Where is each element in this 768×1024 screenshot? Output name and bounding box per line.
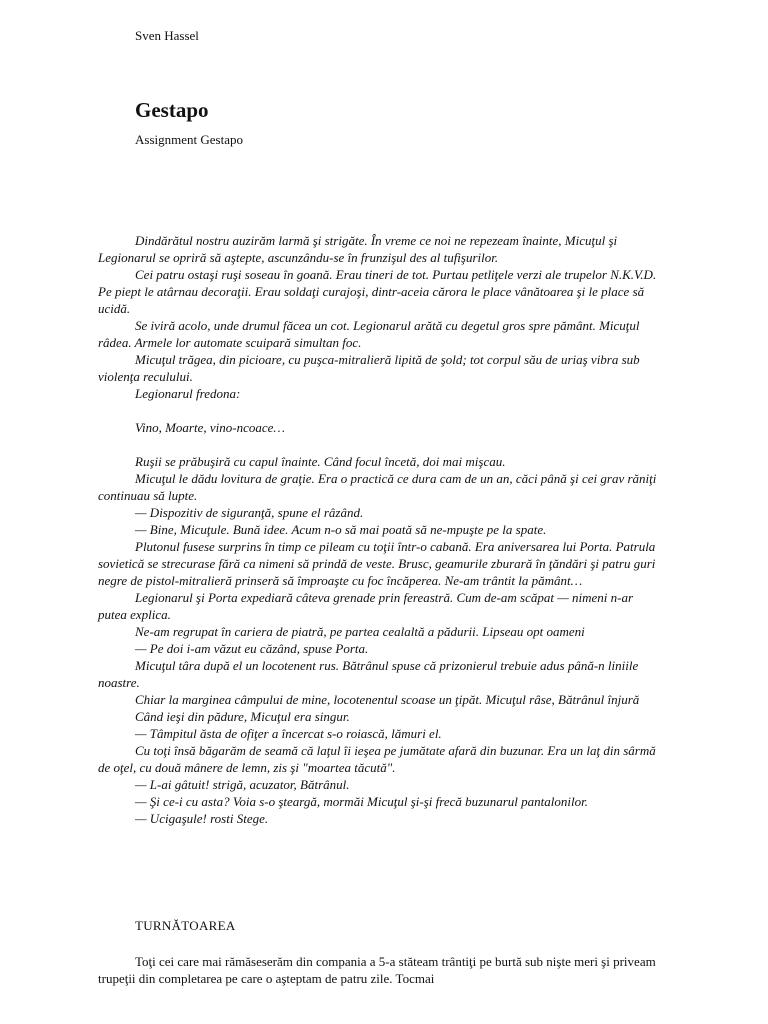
- dialogue-line: — Şi ce-i cu asta? Voia s-o şteargă, mormăi Micuţul şi-şi frecă buzunarul pantalonilor.: [135, 794, 588, 809]
- author-name: Sven Hassel: [135, 28, 199, 43]
- section-body: [98, 953, 658, 987]
- song-line: Vino, Moarte, vino-ncoace…: [135, 420, 285, 435]
- paragraph: Legionarul fredona:: [135, 386, 241, 401]
- dialogue-line: — Ucigaşule! rosti Stege.: [135, 811, 269, 826]
- paragraph: Dindărătul nostru auzirăm larmă şi strigăte. În vreme ce noi ne repezeam înainte, Micuţul şi Legionarul se opriră să aştepte, ascunzându-se în frunzişul des al tufişurilor.: [98, 233, 618, 265]
- paragraph: Se iviră acolo, unde drumul făcea un cot. Legionarul arătă cu degetul gros spre pământ. Micuţul râdea. Armele lor automate scuipară simultan foc.: [98, 318, 640, 350]
- paragraph: Toţi cei care mai rămăseserăm din compania a 5-a stăteam trântiţi pe burtă sub nişte meri şi priveam trupeţii din completarea pe care o aşteptam de patru zile. Tocmai: [98, 954, 656, 986]
- paragraph: Micuţul trăgea, din picioare, cu puşca-mitralieră lipită de şold; tot corpul său de uriaş vibra sub violenţa reculului.: [98, 352, 640, 384]
- dialogue-line: — L-ai gâtuit! strigă, acuzator, Bătrânul.: [135, 777, 350, 792]
- dialogue-line: — Dispozitiv de siguranţă, spune el râzând.: [135, 505, 364, 520]
- paragraph: Cu toţi însă băgarăm de seamă că laţul îi ieşea pe jumătate afară din buzunar. Era un laţ din sârmă de oţel, cu două mânere de lemn, zis şi "moartea tăcută".: [98, 743, 656, 775]
- dialogue-line: — Bine, Micuţule. Bună idee. Acum n-o să mai poată să ne-mpuşte pe la spate.: [135, 522, 547, 537]
- paragraph: Chiar la marginea câmpului de mine, locotenentul scoase un ţipăt. Micuţul râse, Bătrânul înjură: [135, 692, 640, 707]
- dialogue-line: — Tâmpitul ăsta de ofiţer a încercat s-o roiască, lămuri el.: [135, 726, 442, 741]
- paragraph: Micuţul le dădu lovitura de graţie. Era o practică ce dura cam de un an, căci până şi cei grav răniţi continuau să lupte.: [98, 471, 657, 503]
- paragraph: Legionarul şi Porta expediară câteva grenade prin fereastră. Cum de-am scăpat — nimeni n-ar putea explica.: [98, 590, 634, 622]
- book-subtitle: Assignment Gestapo: [135, 132, 243, 147]
- dialogue-line: — Pe doi i-am văzut eu căzând, spuse Porta.: [135, 641, 369, 656]
- chapter-body: [98, 232, 658, 827]
- paragraph: Ne-am regrupat în cariera de piatră, pe partea cealaltă a pădurii. Lipseau opt oameni: [135, 624, 585, 639]
- paragraph: Ruşii se prăbuşiră cu capul înainte. Când focul încetă, doi mai mişcau.: [135, 454, 506, 469]
- section-heading: TURNĂTOAREA: [135, 918, 236, 933]
- paragraph: Cei patru ostaşi ruşi soseau în goană. Erau tineri de tot. Purtau petliţele verzi ale trupelor N.K.V.D. Pe piept le atârnau decoraţii. Erau soldaţi curajoşi, dintr-aceia cărora le place vânătoarea şi le place să ucidă.: [98, 267, 657, 316]
- paragraph: Plutonul fusese surprins în timp ce pileam cu toţii într-o cabană. Era aniversarea lui Porta. Patrula sovietică se strecurase fără ca nimeni să prindă de veste. Brusc, geamurile zburară în ţăndări şi patru guri negre de pistol-mitralieră prinseră să împroaşte cu foc încăperea. Ne-am trântit la pământ…: [98, 539, 656, 588]
- paragraph: Când ieşi din pădure, Micuţul era singur.: [135, 709, 350, 724]
- book-title: Gestapo: [135, 98, 209, 122]
- paragraph: Micuţul târa după el un locotenent rus. Bătrânul spuse că prizonierul trebuie adus până-n liniile noastre.: [98, 658, 639, 690]
